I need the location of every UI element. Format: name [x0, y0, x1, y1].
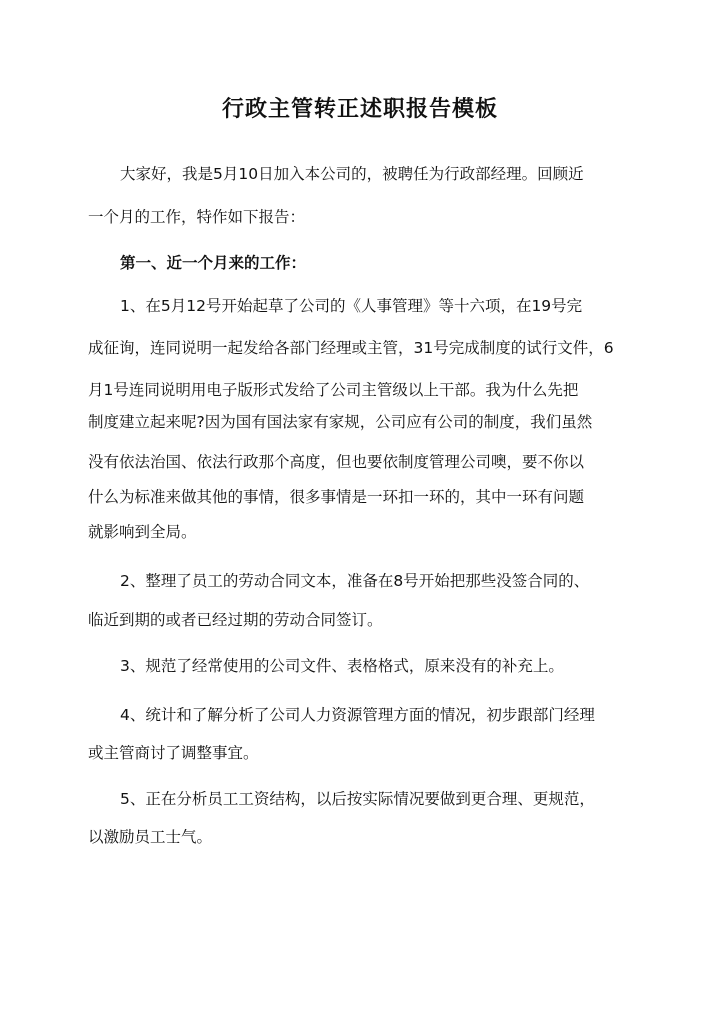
item1-line-4: 制度建立起来呢?因为国有国法家有家规，公司应有公司的制度，我们虽然	[88, 413, 593, 431]
item1-line-7: 就影响到全局。	[88, 523, 197, 541]
item5-line-2: 以激励员工士气。	[88, 828, 213, 846]
item2-line-2: 临近到期的或者已经过期的劳动合同签订。	[88, 611, 383, 629]
item3-line-1: 3、规范了经常使用的公司文件、表格格式，原来没有的补充上。	[120, 657, 564, 675]
item1-line-5: 没有依法治国、依法行政那个高度，但也要依制度管理公司噢，要不你以	[88, 453, 585, 471]
item5-line-1: 5、正在分析员工工资结构，以后按实际情况要做到更合理、更规范，	[120, 790, 595, 808]
item1-line-1: 1、在5月12号开始起草了公司的《人事管理》等十六项，在19号完	[120, 297, 583, 315]
item1-line-6: 什么为标准来做其他的事情，很多事情是一环扣一环的，其中一环有问题	[88, 488, 585, 506]
intro-line-1: 大家好，我是5月10日加入本公司的，被聘任为行政部经理。回顾近	[120, 165, 584, 183]
item1-line-3: 月1号连同说明用电子版形式发给了公司主管级以上干部。我为什么先把	[88, 381, 579, 399]
section-heading: 第一、近一个月来的工作：	[120, 254, 307, 272]
item2-line-1: 2、整理了员工的劳动合同文本，准备在8号开始把那些没签合同的、	[120, 572, 590, 590]
intro-line-2: 一个月的工作，特作如下报告：	[88, 208, 306, 226]
item1-line-2: 成征询，连同说明一起发给各部门经理或主管，31号完成制度的试行文件，6	[88, 339, 614, 357]
item4-line-2: 或主管商讨了调整事宜。	[88, 744, 259, 762]
item4-line-1: 4、统计和了解分析了公司人力资源管理方面的情况，初步跟部门经理	[120, 706, 595, 724]
document-title: 行政主管转正述职报告模板	[221, 97, 498, 122]
